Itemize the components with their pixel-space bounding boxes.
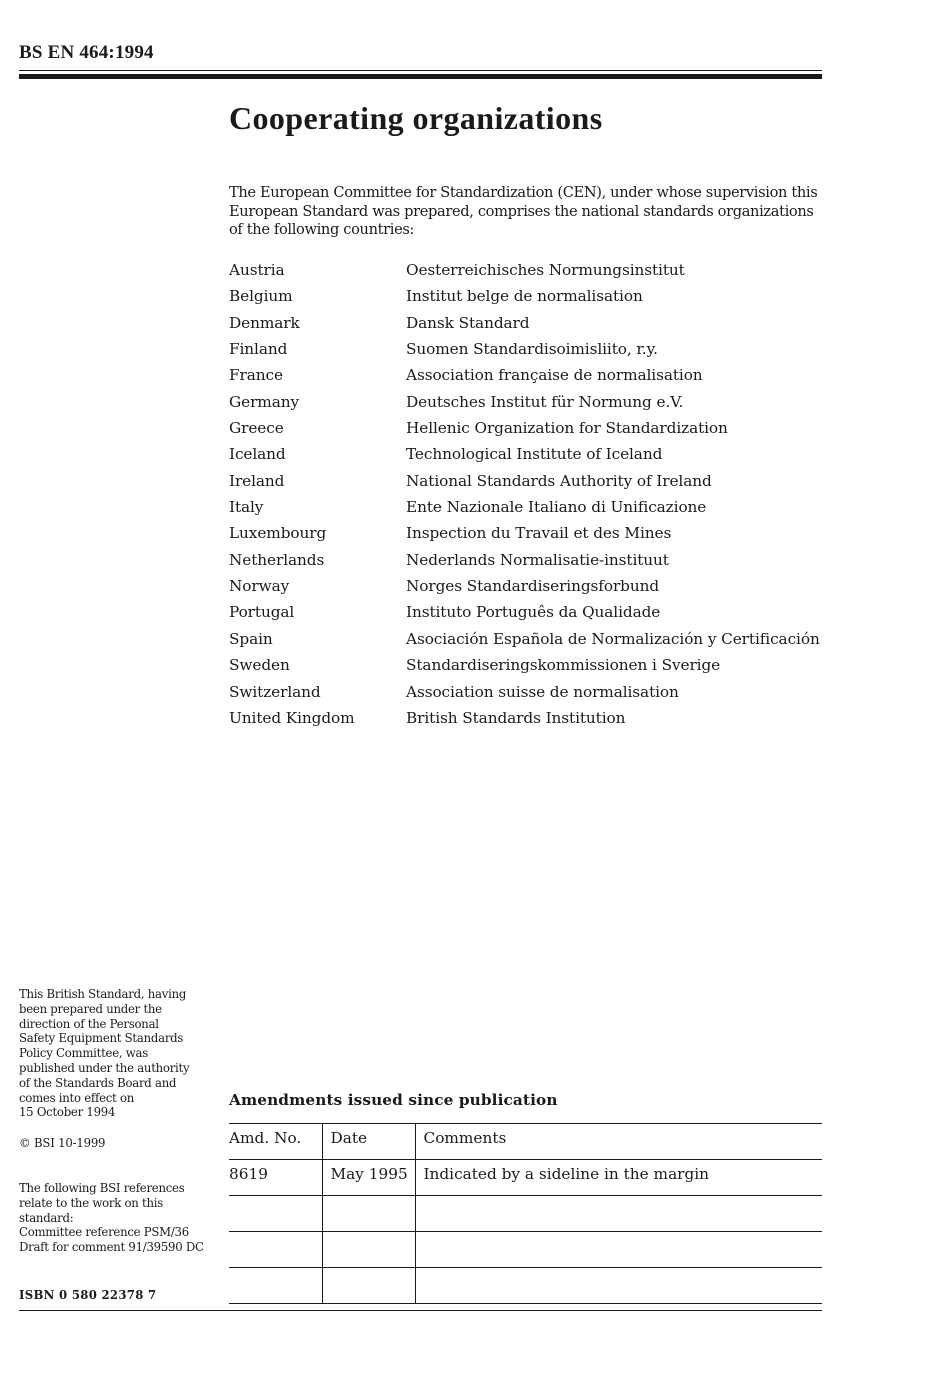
country-name: Spain	[229, 629, 273, 648]
organization-name: Instituto Português da Qualidade	[406, 603, 661, 622]
table-row	[229, 1160, 822, 1196]
organization-name: Deutsches Institut für Normung e.V.	[406, 392, 684, 411]
organization-name: Hellenic Organization for Standardization	[406, 419, 728, 438]
amendments-table	[229, 1123, 822, 1304]
bsi-references	[19, 1181, 229, 1255]
table-row	[229, 1232, 822, 1268]
publication-note-line: 15 October 1994	[19, 1105, 116, 1120]
publication-note-line: Policy Committee, was	[19, 1046, 149, 1061]
table-cell	[322, 1196, 415, 1232]
bsi-references-line: Committee reference PSM/36	[19, 1225, 189, 1240]
copyright-notice: © BSI 10-1999	[19, 1136, 106, 1150]
country-name: United Kingdom	[229, 708, 355, 727]
table-cell	[415, 1268, 822, 1304]
country-name: Portugal	[229, 603, 295, 622]
country-name: Italy	[229, 498, 264, 517]
organization-name: Standardiseringskommissionen i Sverige	[406, 656, 721, 675]
publication-note-line: of the Standards Board and	[19, 1075, 177, 1090]
country-name: Switzerland	[229, 682, 321, 701]
country-name: Belgium	[229, 287, 293, 306]
publication-note	[19, 987, 219, 1120]
amendments-title: Amendments issued since publication	[229, 1091, 558, 1109]
publication-note-line: published under the authority	[19, 1060, 190, 1075]
isbn: ISBN 0 580 22378 7	[19, 1288, 157, 1302]
table-cell	[229, 1196, 322, 1232]
intro-paragraph: The European Committee for Standardization (CEN), under whose supervision this European Standard was prepared, comprises the national standards organizations of the following countries:	[229, 184, 818, 239]
table-row	[229, 1196, 822, 1232]
organization-name: Nederlands Normalisatie-instituut	[406, 550, 669, 569]
table-cell	[415, 1196, 822, 1232]
country-name: Finland	[229, 340, 288, 359]
country-name: Luxembourg	[229, 524, 327, 543]
column-header-amd-no: Amd. No.	[229, 1124, 322, 1160]
organization-name: Ente Nazionale Italiano di Unificazione	[406, 498, 707, 517]
organization-name: Inspection du Travail et des Mines	[406, 524, 672, 543]
header-rule-thick	[19, 74, 822, 79]
organization-name: Oesterreichisches Normungsinstitut	[406, 261, 685, 279]
organization-name: Norges Standardiseringsforbund	[406, 577, 660, 596]
country-name: Netherlands	[229, 550, 325, 569]
organization-name: Association française de normalisation	[406, 366, 703, 385]
table-cell: Indicated by a sideline in the margin	[415, 1160, 822, 1196]
publication-note-line: comes into effect on	[19, 1090, 135, 1105]
country-name: Austria	[229, 261, 285, 279]
bsi-references-line: standard:	[19, 1210, 74, 1225]
bsi-references-line: The following BSI references	[19, 1181, 185, 1195]
organization-name: Institut belge de normalisation	[406, 287, 643, 306]
country-name: Norway	[229, 577, 290, 596]
column-header-comments: Comments	[415, 1124, 822, 1160]
bsi-references-line: relate to the work on this	[19, 1195, 164, 1210]
table-cell	[322, 1232, 415, 1268]
publication-note-line: direction of the Personal	[19, 1016, 159, 1031]
country-name: Iceland	[229, 445, 286, 464]
publication-note-line: been prepared under the	[19, 1001, 162, 1016]
table-cell: May 1995	[322, 1160, 415, 1196]
table-header-row	[229, 1124, 822, 1160]
country-name: Sweden	[229, 656, 290, 675]
table-cell	[322, 1268, 415, 1304]
table-cell	[229, 1232, 322, 1268]
country-name: Denmark	[229, 313, 300, 332]
country-name: Germany	[229, 392, 300, 411]
column-header-date: Date	[322, 1124, 415, 1160]
table-row	[229, 1268, 822, 1304]
publication-note-line: Safety Equipment Standards	[19, 1031, 184, 1046]
organization-name: National Standards Authority of Ireland	[406, 471, 712, 490]
table-cell	[415, 1232, 822, 1268]
publication-note-line: This British Standard, having	[19, 987, 187, 1001]
country-name: France	[229, 366, 283, 385]
table-cell: 8619	[229, 1160, 322, 1196]
organization-name: Asociación Española de Normalización y Certificación	[406, 629, 820, 648]
page-title: Cooperating organizations	[229, 100, 603, 136]
footer-rule	[19, 1310, 822, 1311]
header-rule-thin	[19, 70, 822, 71]
organization-name: Dansk Standard	[406, 313, 530, 332]
standard-id: BS EN 464:1994	[19, 42, 154, 63]
organization-name: British Standards Institution	[406, 708, 626, 727]
organization-name: Suomen Standardisoimisliito, r.y.	[406, 340, 658, 359]
table-cell	[229, 1268, 322, 1304]
organization-name: Technological Institute of Iceland	[406, 445, 663, 464]
country-name: Greece	[229, 419, 284, 438]
bsi-references-line: Draft for comment 91/39590 DC	[19, 1240, 204, 1255]
country-name: Ireland	[229, 471, 285, 490]
organization-name: Association suisse de normalisation	[406, 682, 679, 701]
